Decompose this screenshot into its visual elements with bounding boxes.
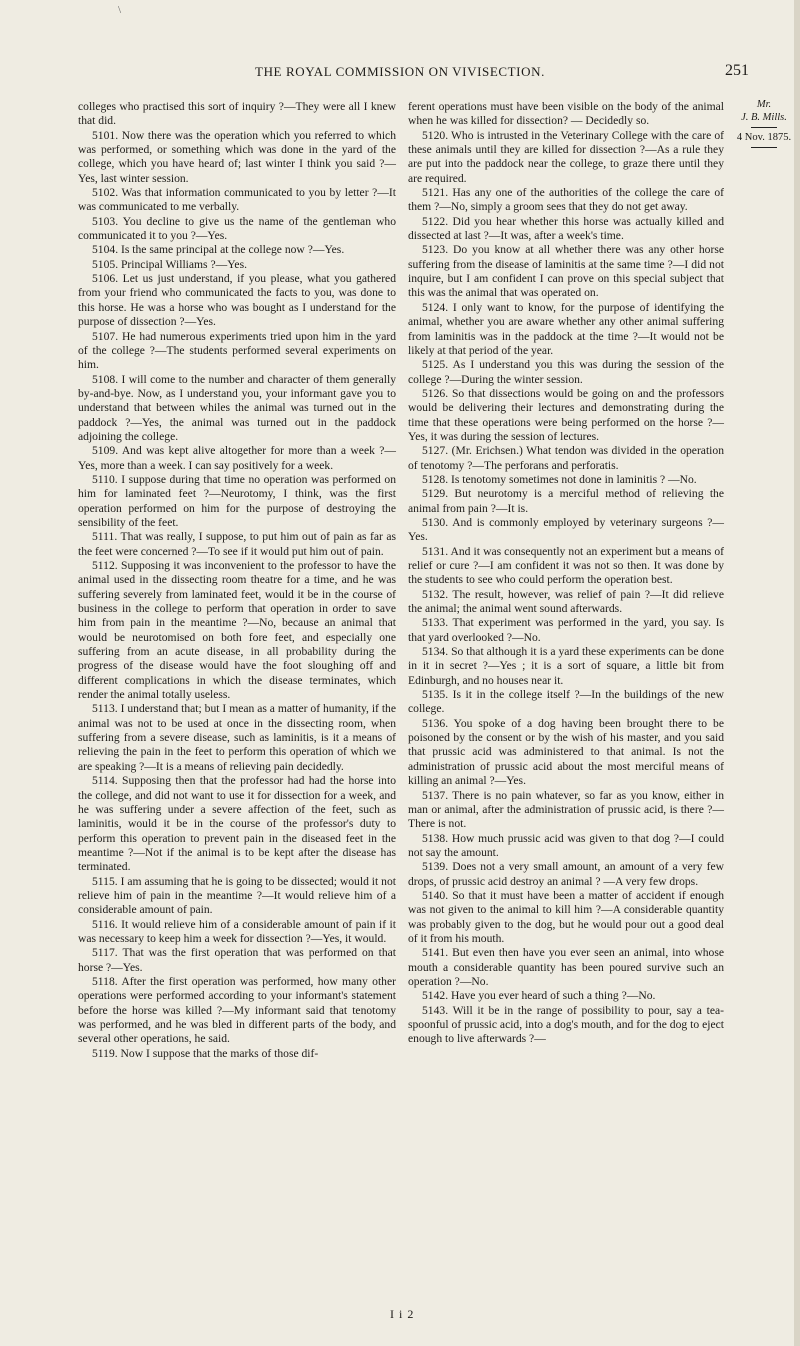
- testimony-paragraph: 5125. As I understand you this was during the session of the college ?—During the winter session.: [408, 358, 724, 386]
- testimony-paragraph: 5122. Did you hear whether this horse was actually killed and dissected at last ?—It was, after a week's time.: [408, 214, 724, 243]
- testimony-paragraph: 5142. Have you ever heard of such a thing ?—No.: [422, 989, 656, 1003]
- running-header: THE ROYAL COMMISSION ON VIVISECTION.: [255, 64, 545, 79]
- signature-mark: I i 2: [390, 1307, 415, 1321]
- witness-name: J. B. Mills.: [741, 112, 787, 123]
- testimony-paragraph: 5117. That was the first operation that was performed on that horse ?—Yes.: [78, 946, 396, 974]
- testimony-date: 4 Nov. 1875.: [736, 132, 792, 143]
- testimony-paragraph: 5136. You spoke of a dog having been brought there to be poisoned by the consent or by the wish of his master, and you said that prussic acid was administered to that animal. Is not the administration of prussic acid about the most merciful means of killing an animal ?—Yes.: [408, 716, 724, 788]
- testimony-paragraph: 5133. That experiment was performed in the yard, you say. Is that yard overlooked ?—No.: [408, 616, 724, 644]
- margin-rule: [751, 147, 777, 148]
- testimony-paragraph: colleges who practised this sort of inquiry ?—They were all I knew that did.: [78, 100, 396, 128]
- testimony-paragraph: 5123. Do you know at all whether there was any other horse suffering from the disease of laminitis at the same time ?—I did not inquire, but I am confident I can prove on this special subject that this was the animal that was operated on.: [408, 243, 724, 300]
- margin-rule: [751, 127, 777, 128]
- testimony-paragraph: 5132. The result, however, was relief of pain ?—It did relieve the animal; the animal went sound afterwards.: [408, 587, 724, 616]
- margin-note: [733, 98, 795, 151]
- testimony-paragraph: 5115. I am assuming that he is going to be dissected; would it not relieve him of pain in the meantime ?—It would relieve him of a considerable amount of pain.: [78, 874, 396, 917]
- testimony-paragraph: 5130. And is commonly employed by veterinary surgeons ?—Yes.: [408, 515, 724, 544]
- testimony-paragraph: 5101. Now there was the operation which you referred to which was performed, or something which was done in the yard of the college, which you have heard of; last winter I think you said ?—Yes, last winter session.: [78, 128, 396, 185]
- testimony-paragraph: 5118. After the first operation was performed, how many other operations were performed according to your informant's statement before the horse was killed ?—My informant said that tenotomy was performed, and he was bled in different parts of the body, and several other operations, he said.: [78, 974, 396, 1046]
- testimony-paragraph: 5119. Now I suppose that the marks of those dif-: [92, 1046, 319, 1060]
- right-column: [408, 100, 724, 1047]
- testimony-paragraph: 5137. There is no pain whatever, so far as you know, either in man or animal, after the administration of prussic acid, is there ?—There is not.: [408, 788, 724, 831]
- testimony-paragraph: 5135. Is it in the college itself ?—In the buildings of the new college.: [408, 688, 724, 716]
- page-number: 251: [725, 62, 749, 79]
- testimony-paragraph: 5105. Principal Williams ?—Yes.: [92, 257, 247, 271]
- testimony-paragraph: 5129. But neurotomy is a merciful method of relieving the animal from pain ?—It is.: [408, 487, 724, 515]
- testimony-paragraph: 5103. You decline to give us the name of the gentleman who communicated it to you ?—Yes.: [78, 214, 396, 243]
- testimony-paragraph: 5110. I suppose during that time no operation was performed on him for laminated feet ?—Neurotomy, I think, was the first operation performed on him for the purpose of destroying the sensibility of the feet.: [78, 472, 396, 529]
- testimony-paragraph: 5141. But even then have you ever seen an animal, into whose mouth a considerable quantity has been poured survive such an operation ?—No.: [408, 946, 724, 988]
- testimony-paragraph: 5126. So that dissections would be going on and the professors would be delivering their lectures and demonstrating during the time that these operations were being performed on the horse ?—Yes, it was during the session of lectures.: [408, 386, 724, 443]
- testimony-paragraph: 5104. Is the same principal at the college now ?—Yes.: [92, 243, 345, 257]
- testimony-paragraph: 5109. And was kept alive altogether for more than a week ?—Yes, more than a week. I can say positively for a week.: [78, 444, 396, 472]
- testimony-paragraph: 5138. How much prussic acid was given to that dog ?—I could not say the amount.: [408, 831, 724, 859]
- testimony-paragraph: 5124. I only want to know, for the purpose of identifying the animal, whether you are aware whether any other animal suffering from laminitis was in the paddock at the time ?—It would not be likely at that period of the year.: [408, 300, 724, 357]
- page-edge-shadow: [794, 0, 800, 1346]
- testimony-paragraph: 5121. Has any one of the authorities of the college the care of them ?—No, simply a groom sees that they do not get away.: [408, 186, 724, 214]
- testimony-paragraph: 5139. Does not a very small amount, an amount of a very few drops, of prussic acid destroy an animal ? —A very few drops.: [408, 860, 724, 888]
- witness-prefix: Mr.: [756, 99, 772, 110]
- top-margin-mark: \: [118, 4, 122, 16]
- testimony-paragraph: 5116. It would relieve him of a considerable amount of pain if it was necessary to keep him a week for dissection ?—Yes, it would.: [78, 917, 396, 945]
- testimony-paragraph: 5127. (Mr. Erichsen.) What tendon was divided in the operation of tenotomy ?—The perforans and perforatis.: [408, 444, 724, 472]
- testimony-paragraph: 5113. I understand that; but I mean as a matter of humanity, if the animal was not to be used at once in the dissecting room, when suffering from a severe disease, such as laminitis, is it a means of relieving the pain in the feet to perform this operation of which we are speaking ?—It is a means of relieving pain decidedly.: [78, 702, 396, 773]
- testimony-paragraph: 5131. And it was consequently not an experiment but a means of relief or cure ?—I am confident it was not so then. It was done by the students to see who could perform the operation best.: [408, 544, 724, 587]
- testimony-paragraph: 5108. I will come to the number and character of them generally by-and-bye. Now, as I understand you, your informant gave you to understand that between whiles the animal was turned out in the paddock ?—Yes, the animal was turned out in the paddock adjoining the college.: [78, 372, 396, 443]
- testimony-paragraph: 5111. That was really, I suppose, to put him out of pain as far as the feet were concerned ?—To see if it would put him out of pain.: [78, 530, 396, 558]
- testimony-paragraph: 5112. Supposing it was inconvenient to the professor to have the animal used in the dissecting room theatre for a time, and he was suffering severely from laminated feet, would it be in the course of business in the college to perform that operation in order to save him from pain in the meantime ?—No, because an animal that would be neurotomised on both fore feet, and especially one suffering from an acute disease, in all probability during the progress of the disease would have the foot sloughing off and different complications in which the disease terminates, which render the animal totally useless.: [78, 559, 396, 702]
- testimony-paragraph: 5143. Will it be in the range of possibility to pour, say a tea-spoonful of prussic acid, into a dog's mouth, and for the dog to eject enough to live afterwards ?—: [408, 1003, 724, 1046]
- testimony-paragraph: 5134. So that although it is a yard these experiments can be done in it in secret ?—Yes ; it is a sort of square, a little bit from Edinburgh, and no houses near it.: [408, 645, 724, 687]
- testimony-paragraph: ferent operations must have been visible on the body of the animal when he was killed for dissection? — Decidedly so.: [408, 100, 724, 128]
- testimony-paragraph: 5140. So that it must have been a matter of accident if enough was not given to the animal to kill him ?—A considerable quantity was probably given to the dog, but he would pour out a good deal of it from his mouth.: [408, 888, 724, 945]
- testimony-paragraph: 5114. Supposing then that the professor had had the horse into the college, and did not want to use it for dissection for a week, and he was suffering under a severe affection of the feet, such as laminitis, would it be in the course of the professor's duty to perform this operation to prevent pain in the diseased feet in the meantime ?—Not if the animal is to be kept after the disease has terminated.: [78, 774, 396, 874]
- testimony-paragraph: 5102. Was that information communicated to you by letter ?—It was communicated to me verbally.: [78, 186, 396, 214]
- testimony-paragraph: 5128. Is tenotomy sometimes not done in laminitis ? —No.: [422, 472, 697, 486]
- testimony-paragraph: 5120. Who is intrusted in the Veterinary College with the care of these animals until they are killed for dissection ?—As a rule they are put into the paddock near the college, to graze there until they are required.: [408, 128, 724, 185]
- testimony-paragraph: 5106. Let us just understand, if you please, what you gathered from your friend who communicated the facts to you, was done to this horse. He was a horse who was bought as I understand for the purpose of dissection ?—Yes.: [78, 272, 396, 329]
- left-column: [78, 100, 396, 1061]
- testimony-paragraph: 5107. He had numerous experiments tried upon him in the yard of the college ?—The students performed several experiments on him.: [78, 329, 396, 372]
